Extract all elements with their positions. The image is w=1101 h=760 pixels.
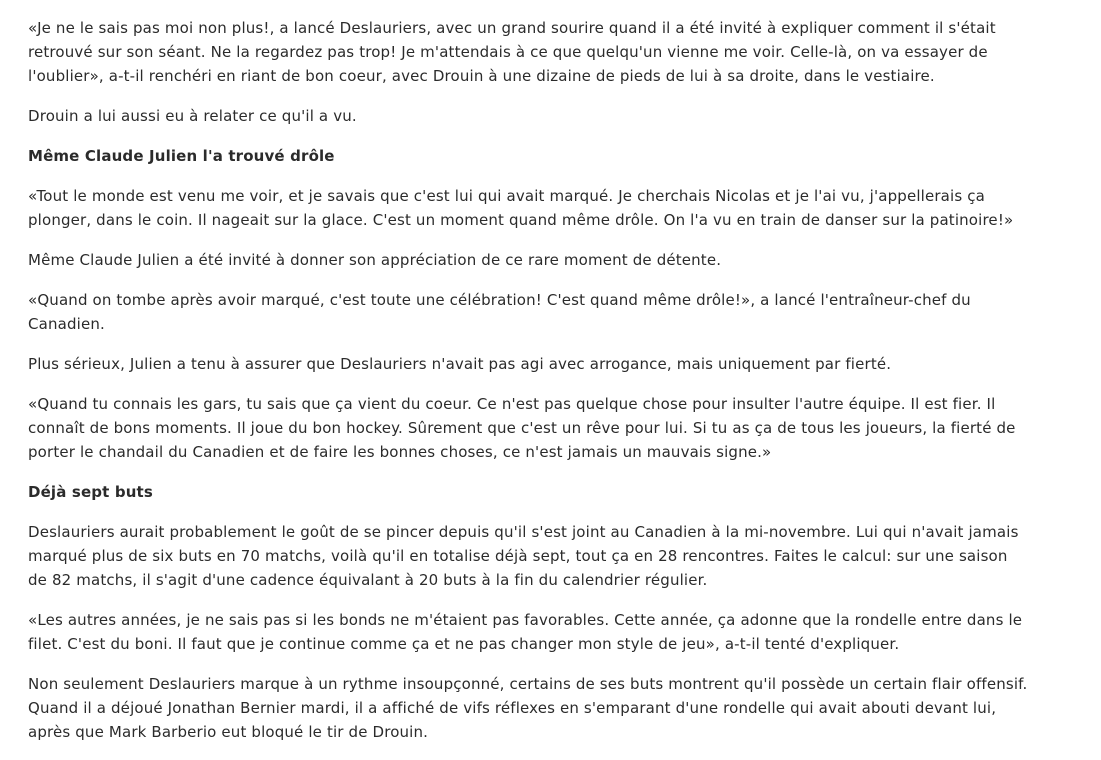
paragraph-drouin-quote: «Tout le monde est venu me voir, et je savais que c'est lui qui avait marqué. Je cherchais Nicolas et je l'ai vu, j'appellerais ça plonger, dans le coin. Il nageait sur la glace. C'est un moment quand même drôle. On l'a vu en train de danser sur la patinoire!» — [28, 187, 1014, 229]
paragraph-offensive-flair: Non seulement Deslauriers marque à un rythme insoupçonné, certains de ses buts montrent qu'il possède un certain flair offensif. Quand il a déjoué Jonathan Bernier mardi, il a affiché de vifs réflexes en s'emparant d'une rondelle qui avait abouti devant lui, après que Mark Barberio eut bloqué le tir de Drouin. — [28, 675, 1028, 741]
paragraph-julien-invited: Même Claude Julien a été invité à donner son appréciation de ce rare moment de détente. — [28, 251, 722, 269]
article-body — [28, 16, 1028, 760]
paragraph-julien-quote: «Quand on tombe après avoir marqué, c'est toute une célébration! C'est quand même drôle!», a lancé l'entraîneur-chef du Canadien. — [28, 291, 971, 333]
paragraph-deslauriers-explain: «Les autres années, je ne sais pas si les bonds ne m'étaient pas favorables. Cette année, ça adonne que la rondelle entre dans le filet. C'est du boni. Il faut que je continue comme ça et ne pas changer mon style de jeu», a-t-il tenté d'expliquer. — [28, 611, 1023, 653]
subheading-seven-goals: Déjà sept buts — [28, 483, 153, 501]
paragraph-goal-pace: Deslauriers aurait probablement le goût de se pincer depuis qu'il s'est joint au Canadien à la mi-novembre. Lui qui n'avait jamais marqué plus de six buts en 70 matchs, voilà qu'il en totalise déjà sept, tout ça en 28 rencontres. Faites le calcul: sur une saison de 82 matchs, il s'agit d'une cadence équivalant à 20 buts à la fin du calendrier régulier. — [28, 523, 1019, 589]
subheading-julien: Même Claude Julien l'a trouvé drôle — [28, 147, 335, 165]
paragraph-julien-pride-quote: «Quand tu connais les gars, tu sais que ça vient du coeur. Ce n'est pas quelque chose pour insulter l'autre équipe. Il est fier. Il connaît de bons moments. Il joue du bon hockey. Sûrement que c'est un rêve pour lui. Si tu as ça de tous les joueurs, la fierté de porter le chandail du Canadien et de faire les bonnes choses, ce n'est jamais un mauvais signe.» — [28, 395, 1016, 461]
paragraph-deslauriers-quote: «Je ne le sais pas moi non plus!, a lancé Deslauriers, avec un grand sourire quand il a été invité à expliquer comment il s'était retrouvé sur son séant. Ne la regardez pas trop! Je m'attendais à ce que quelqu'un vienne me voir. Celle-là, on va essayer de l'oublier», a-t-il renchéri en riant de bon coeur, avec Drouin à une dizaine de pieds de lui à sa droite, dans le vestiaire. — [28, 19, 996, 85]
paragraph-drouin-relate: Drouin a lui aussi eu à relater ce qu'il a vu. — [28, 107, 357, 125]
paragraph-julien-serious: Plus sérieux, Julien a tenu à assurer que Deslauriers n'avait pas agi avec arrogance, mais uniquement par fierté. — [28, 355, 892, 373]
